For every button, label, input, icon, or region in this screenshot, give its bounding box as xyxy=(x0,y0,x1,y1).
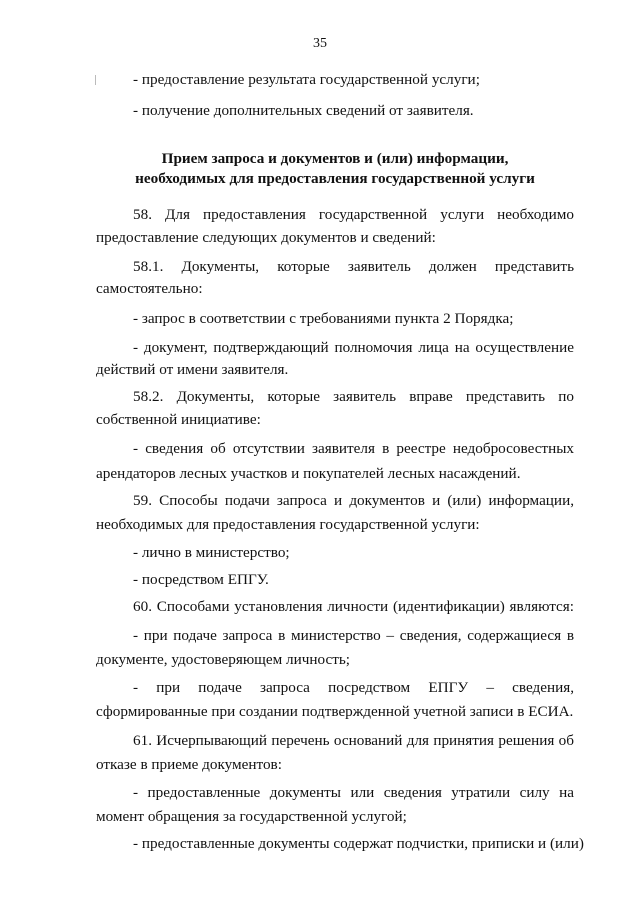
list-item-continuation: сформированные при создании подтвержденной учетной записи в ЕСИА. xyxy=(96,703,574,720)
list-item: - запрос в соответствии с требованиями пункта 2 Порядка; xyxy=(133,310,514,327)
paragraph-line: 58. Для предоставления государственной услуги необходимо xyxy=(133,206,574,223)
list-item: - получение дополнительных сведений от заявителя. xyxy=(133,102,474,119)
paragraph-line: 60. Способами установления личности (идентификации) являются: xyxy=(133,598,574,615)
list-item: - при подаче запроса в министерство – сведения, содержащиеся в xyxy=(133,627,574,644)
list-item: - лично в министерство; xyxy=(133,544,290,561)
list-item: - посредством ЕПГУ. xyxy=(133,571,269,588)
page-number: 35 xyxy=(313,36,327,51)
list-item: - предоставленные документы содержат подчистки, приписки и (или) xyxy=(133,835,584,852)
list-item: - сведения об отсутствии заявителя в реестре недобросовестных xyxy=(133,440,574,457)
paragraph-line: собственной инициативе: xyxy=(96,411,261,428)
list-item: - предоставление результата государственной услуги; xyxy=(133,71,480,88)
paragraph-line: необходимых для предоставления государственной услуги: xyxy=(96,516,480,533)
paragraph-line: 58.2. Документы, которые заявитель вправе представить по xyxy=(133,388,574,405)
list-item-continuation: арендаторов лесных участков и покупателей лесных насаждений. xyxy=(96,465,521,482)
margin-mark xyxy=(95,75,96,85)
paragraph-line: 61. Исчерпывающий перечень оснований для принятия решения об xyxy=(133,732,574,749)
list-item: - при подаче запроса посредством ЕПГУ – сведения, xyxy=(133,679,574,696)
paragraph-line: 59. Способы подачи запроса и документов и (или) информации, xyxy=(133,492,574,509)
list-item: - предоставленные документы или сведения утратили силу на xyxy=(133,784,574,801)
list-item: - документ, подтверждающий полномочия лица на осуществление xyxy=(133,339,574,356)
paragraph-line: предоставление следующих документов и сведений: xyxy=(96,229,436,246)
section-heading-line-2: необходимых для предоставления государственной услуги xyxy=(135,170,535,187)
section-heading-line-1: Прием запроса и документов и (или) информации, xyxy=(161,150,509,167)
list-item-continuation: документе, удостоверяющем личность; xyxy=(96,651,350,668)
paragraph-line: самостоятельно: xyxy=(96,280,203,297)
paragraph-line: 58.1. Документы, которые заявитель должен представить xyxy=(133,258,574,275)
paragraph-line: отказе в приеме документов: xyxy=(96,756,282,773)
list-item-continuation: действий от имени заявителя. xyxy=(96,361,289,378)
list-item-continuation: момент обращения за государственной услугой; xyxy=(96,808,407,825)
